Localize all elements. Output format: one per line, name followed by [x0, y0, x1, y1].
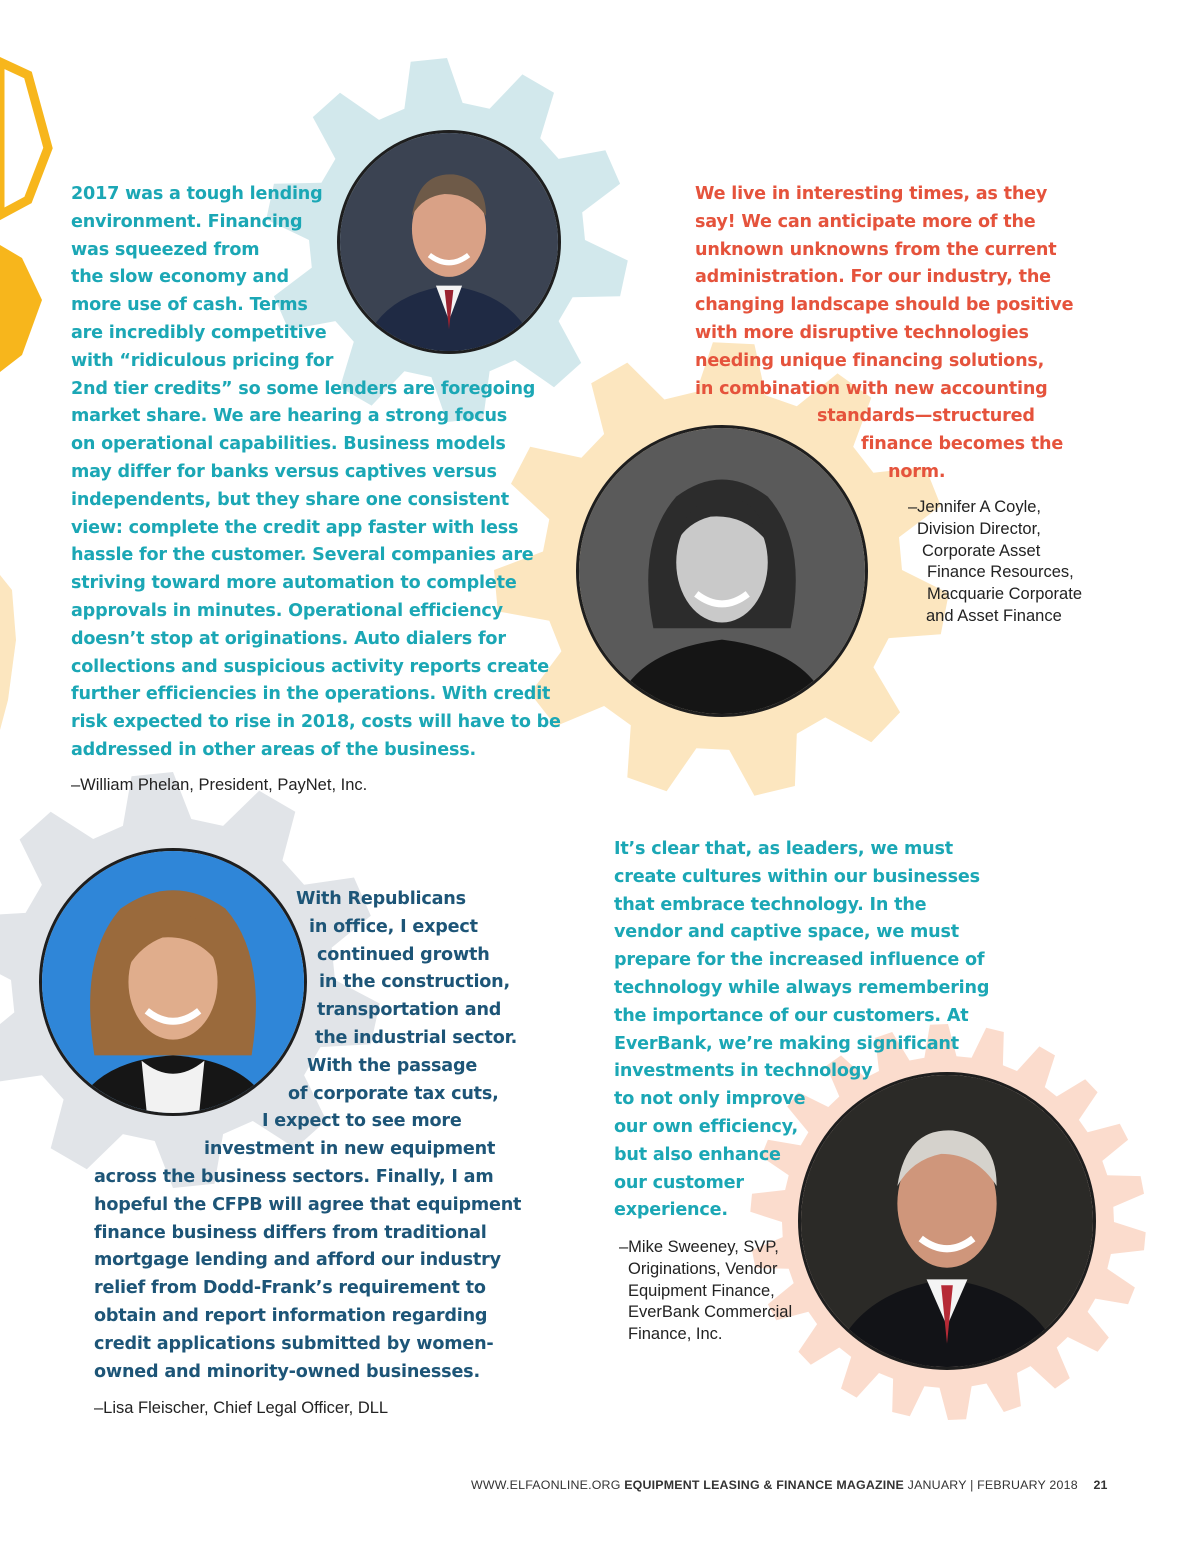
text-line: but also enhance: [614, 1144, 781, 1165]
text-line: unknown unknowns from the current: [695, 239, 1057, 260]
text-line: Macquarie Corporate: [927, 585, 1082, 604]
text-line: are incredibly competitive: [71, 322, 327, 343]
text-line: Originations, Vendor: [628, 1259, 778, 1278]
text-line: investment in new equipment: [204, 1139, 496, 1160]
text-line: –Lisa Fleischer, Chief Legal Officer, DLL: [94, 1399, 389, 1417]
attribution-jennifer-coyle: [908, 497, 1082, 628]
text-line: addressed in other areas of the business.: [71, 739, 477, 760]
text-line: that embrace technology. In the: [614, 894, 927, 915]
text-line: finance becomes the: [861, 434, 1064, 455]
attribution-mike-sweeney: [619, 1237, 792, 1346]
text-line: needing unique financing solutions,: [695, 350, 1045, 371]
page-number: 21: [1093, 1478, 1108, 1492]
text-line: create cultures within our businesses: [614, 866, 980, 887]
text-line: our own efficiency,: [614, 1116, 799, 1137]
text-line: It’s clear that, as leaders, we must: [614, 839, 953, 859]
text-line: investments in technology: [614, 1061, 873, 1082]
text-line: owned and minority-owned businesses.: [94, 1361, 480, 1382]
text-line: risk expected to rise in 2018, costs will have to be: [71, 712, 561, 733]
text-line: may differ for banks versus captives versus: [71, 461, 497, 482]
text-line: further efficiencies in the operations. With credit: [71, 684, 551, 705]
text-line: EverBank Commercial: [628, 1303, 793, 1322]
text-line: Division Director,: [917, 519, 1041, 538]
text-line: Finance, Inc.: [628, 1325, 723, 1344]
text-line: collections and suspicious activity reports create: [71, 656, 549, 677]
text-line: the industrial sector.: [315, 1027, 518, 1048]
text-line: –Jennifer A Coyle,: [908, 498, 1041, 516]
text-line: striving toward more automation to complete: [71, 573, 517, 594]
footer-url: WWW.ELFAONLINE.ORG: [471, 1478, 621, 1492]
text-line: obtain and report information regarding: [94, 1305, 488, 1326]
text-line: EverBank, we’re making significant: [614, 1033, 959, 1054]
text-line: With the passage: [307, 1055, 478, 1076]
text-line: of corporate tax cuts,: [288, 1083, 499, 1104]
text-line: Equipment Finance,: [628, 1281, 775, 1300]
footer-issue-date: JANUARY | FEBRUARY 2018: [907, 1478, 1078, 1492]
text-line: norm.: [888, 461, 946, 482]
text-line: the importance of our customers. At: [614, 1005, 969, 1026]
text-line: to not only improve: [614, 1089, 806, 1110]
text-line: standards—structured: [817, 406, 1035, 427]
text-line: market share. We are hearing a strong focus: [71, 406, 508, 427]
text-line: hassle for the customer. Several companies are: [71, 545, 534, 566]
text-line: Corporate Asset: [922, 541, 1041, 560]
text-line: with “ridiculous pricing for: [71, 350, 334, 371]
text-line: view: complete the credit app faster with less: [71, 517, 519, 538]
text-line: our customer: [614, 1172, 744, 1193]
text-line: in the construction,: [319, 972, 510, 993]
page-footer: [471, 1478, 1108, 1492]
text-line: changing landscape should be positive: [695, 295, 1074, 316]
text-line: 2nd tier credits” so some lenders are foregoing: [71, 378, 536, 399]
text-line: transportation and: [317, 1000, 502, 1021]
text-line: and Asset Finance: [926, 606, 1062, 625]
text-line: I expect to see more: [262, 1111, 462, 1132]
attribution-william-phelan: [71, 775, 367, 797]
attribution-lisa-fleischer: [94, 1398, 388, 1420]
text-line: continued growth: [317, 944, 490, 965]
text-line: 2017 was a tough lending: [71, 184, 323, 204]
text-line: administration. For our industry, the: [695, 267, 1051, 288]
text-line: in combination with new accounting: [695, 378, 1048, 399]
text-line: finance business differs from traditional: [94, 1222, 487, 1243]
text-line: vendor and captive space, we must: [614, 922, 959, 943]
text-line: With Republicans: [296, 889, 466, 909]
text-line: with more disruptive technologies: [695, 322, 1029, 343]
text-line: hopeful the CFPB will agree that equipment: [94, 1194, 522, 1215]
text-line: say! We can anticipate more of the: [695, 211, 1036, 232]
footer-magazine-title: EQUIPMENT LEASING & FINANCE MAGAZINE: [624, 1478, 905, 1492]
text-line: was squeezed from: [71, 239, 260, 260]
text-line: prepare for the increased influence of: [614, 950, 985, 971]
quote-lisa-fleischer: [94, 886, 521, 1386]
quote-william-phelan: [71, 181, 561, 765]
text-line: approvals in minutes. Operational efficiency: [71, 600, 503, 621]
text-line: technology while always remembering: [614, 977, 990, 998]
text-line: –Mike Sweeney, SVP,: [619, 1238, 779, 1256]
text-line: environment. Financing: [71, 211, 303, 232]
text-line: experience.: [614, 1200, 728, 1221]
text-line: on operational capabilities. Business models: [71, 434, 506, 455]
text-line: We live in interesting times, as they: [695, 184, 1048, 204]
text-line: Finance Resources,: [927, 563, 1074, 582]
text-line: in office, I expect: [309, 916, 478, 937]
left-hexagon-decoration: [0, 62, 48, 730]
quote-jennifer-coyle: [695, 181, 1073, 487]
text-line: independents, but they share one consistent: [71, 489, 509, 510]
text-line: doesn’t stop at originations. Auto dialers for: [71, 628, 506, 649]
text-line: the slow economy and: [71, 267, 289, 288]
text-line: mortgage lending and afford our industry: [94, 1250, 501, 1271]
text-line: relief from Dodd-Frank’s requirement to: [94, 1278, 486, 1299]
text-line: –William Phelan, President, PayNet, Inc.: [71, 776, 368, 794]
text-line: credit applications submitted by women-: [94, 1333, 494, 1354]
text-line: more use of cash. Terms: [71, 295, 308, 316]
quote-mike-sweeney: [614, 836, 989, 1225]
text-line: across the business sectors. Finally, I am: [94, 1166, 494, 1187]
